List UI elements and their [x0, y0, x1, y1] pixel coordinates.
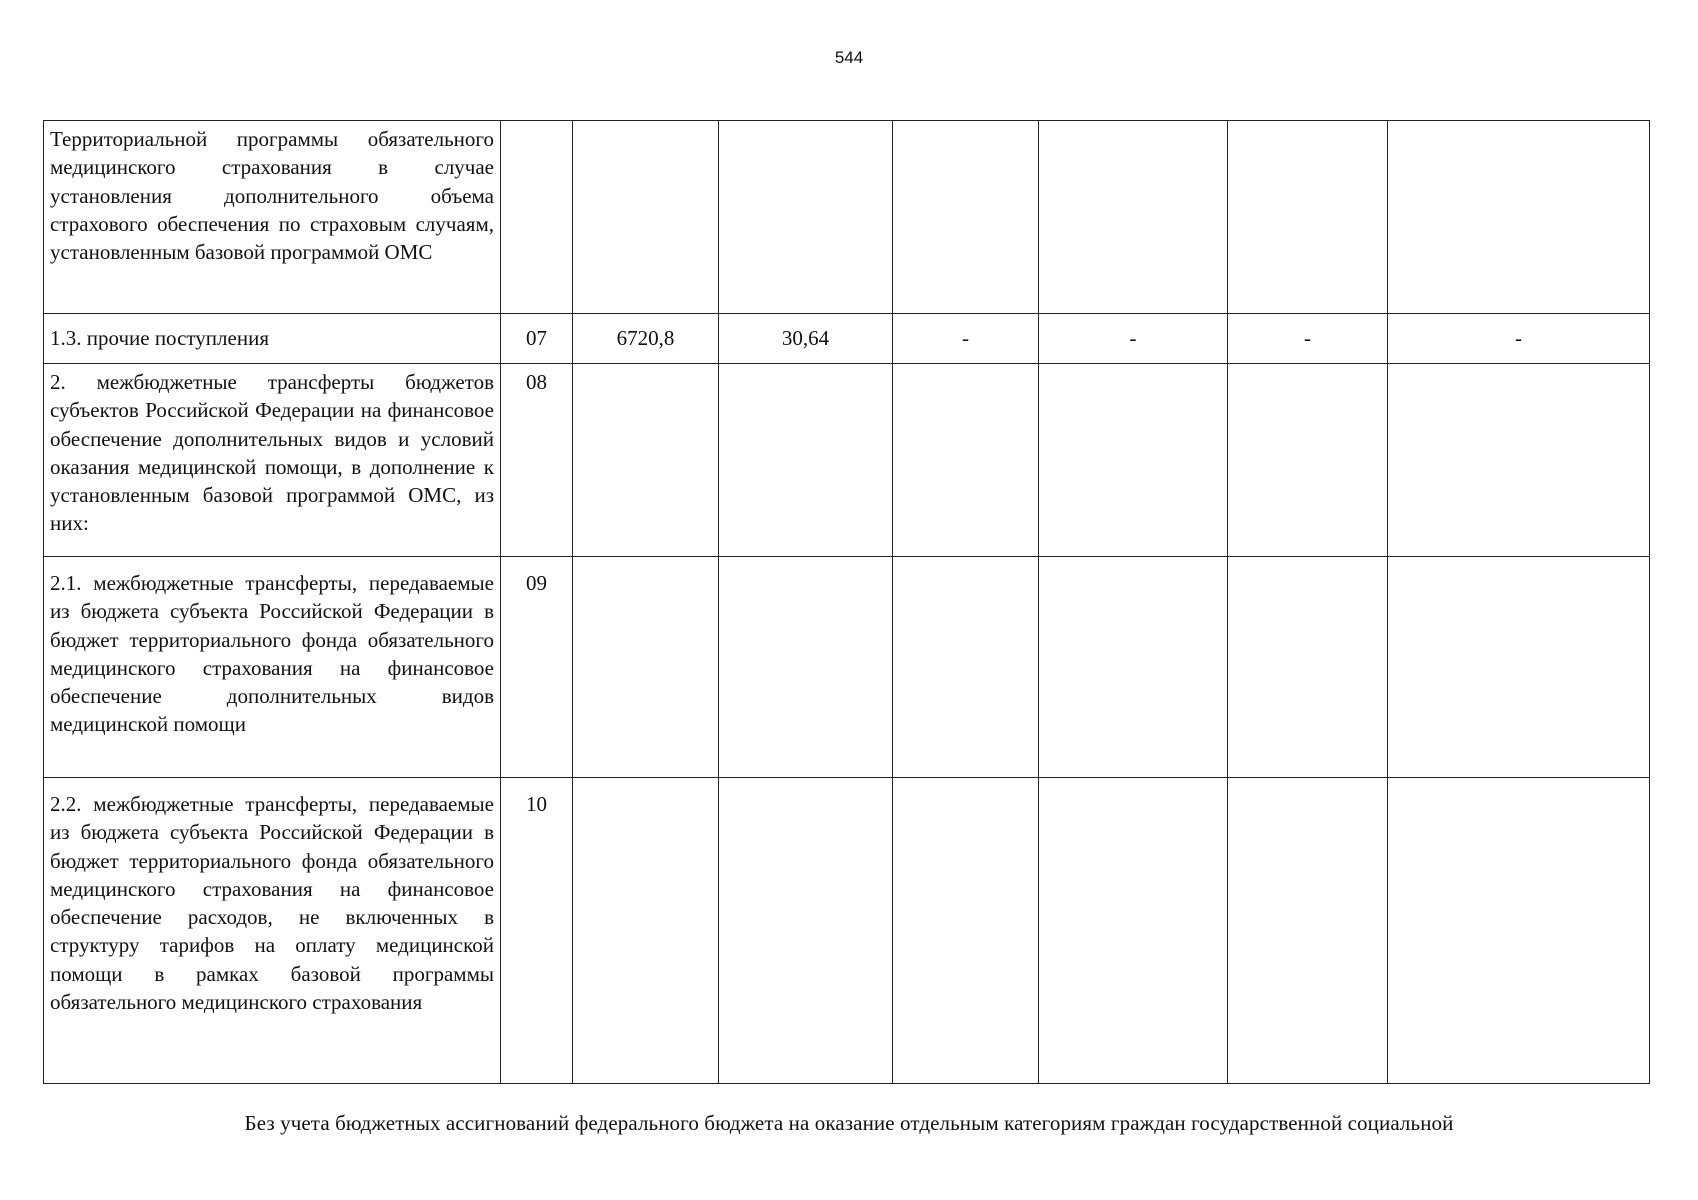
table-cell	[1388, 364, 1650, 557]
table-cell	[719, 778, 893, 1084]
table-cell	[573, 364, 719, 557]
table-cell	[893, 121, 1039, 314]
table-cell	[573, 121, 719, 314]
table-cell	[893, 778, 1039, 1084]
table-cell	[1039, 364, 1228, 557]
table-cell	[893, 557, 1039, 778]
table-cell: 30,64	[719, 314, 893, 364]
table-cell	[1039, 121, 1228, 314]
row-code: 07	[501, 314, 573, 364]
table-cell	[1039, 557, 1228, 778]
table-cell: -	[1388, 314, 1650, 364]
table-cell: -	[1228, 314, 1388, 364]
table-cell	[1388, 557, 1650, 778]
table-cell	[1039, 778, 1228, 1084]
table-cell	[573, 778, 719, 1084]
footnote-text: Без учета бюджетных ассигнований федерального бюджета на оказание отдельным категориям граждан государственной социальной	[244, 1111, 1454, 1135]
table-cell	[1228, 557, 1388, 778]
table-cell: -	[1039, 314, 1228, 364]
table-row	[44, 557, 1650, 778]
row-code: 08	[501, 364, 573, 557]
table-cell: -	[893, 314, 1039, 364]
table-row	[44, 314, 1650, 364]
table-cell: 6720,8	[573, 314, 719, 364]
table-cell	[1228, 778, 1388, 1084]
table-cell	[1388, 778, 1650, 1084]
table-row	[44, 121, 1650, 314]
table-cell	[573, 557, 719, 778]
row-description: 1.3. прочие поступления	[44, 314, 501, 364]
table-cell	[1228, 121, 1388, 314]
row-description: 2.1. межбюджетные трансферты, передаваемые из бюджета субъекта Российской Федерации в бюджет территориального фонда обязательного медицинского страхования на финансовое обеспечение дополнительных видов медицинской помощи	[44, 557, 501, 778]
page-number: 544	[834, 48, 864, 67]
table-cell	[1228, 364, 1388, 557]
row-code	[501, 121, 573, 314]
table-cell	[893, 364, 1039, 557]
table-cell	[719, 557, 893, 778]
table-row	[44, 364, 1650, 557]
table-row	[44, 778, 1650, 1084]
table-cell	[1388, 121, 1650, 314]
table-cell	[719, 364, 893, 557]
row-description: Территориальной программы обязательного медицинского страхования в случае установления дополнительного объема страхового обеспечения по страховым случаям, установленным базовой программой ОМС	[44, 121, 501, 314]
row-description: 2. межбюджетные трансферты бюджетов субъектов Российской Федерации на финансовое обеспечение дополнительных видов и условий оказания медицинской помощи, в дополнение к установленным базовой программой ОМС, из них:	[44, 364, 501, 557]
table-cell	[719, 121, 893, 314]
row-description: 2.2. межбюджетные трансферты, передаваемые из бюджета субъекта Российской Федерации в бюджет территориального фонда обязательного медицинского страхования на финансовое обеспечение расходов, не включенных в структуру тарифов на оплату медицинской помощи в рамках базовой программы обязательного медицинского страхования	[44, 778, 501, 1084]
row-code: 10	[501, 778, 573, 1084]
budget-table	[43, 120, 1650, 1084]
row-code: 09	[501, 557, 573, 778]
